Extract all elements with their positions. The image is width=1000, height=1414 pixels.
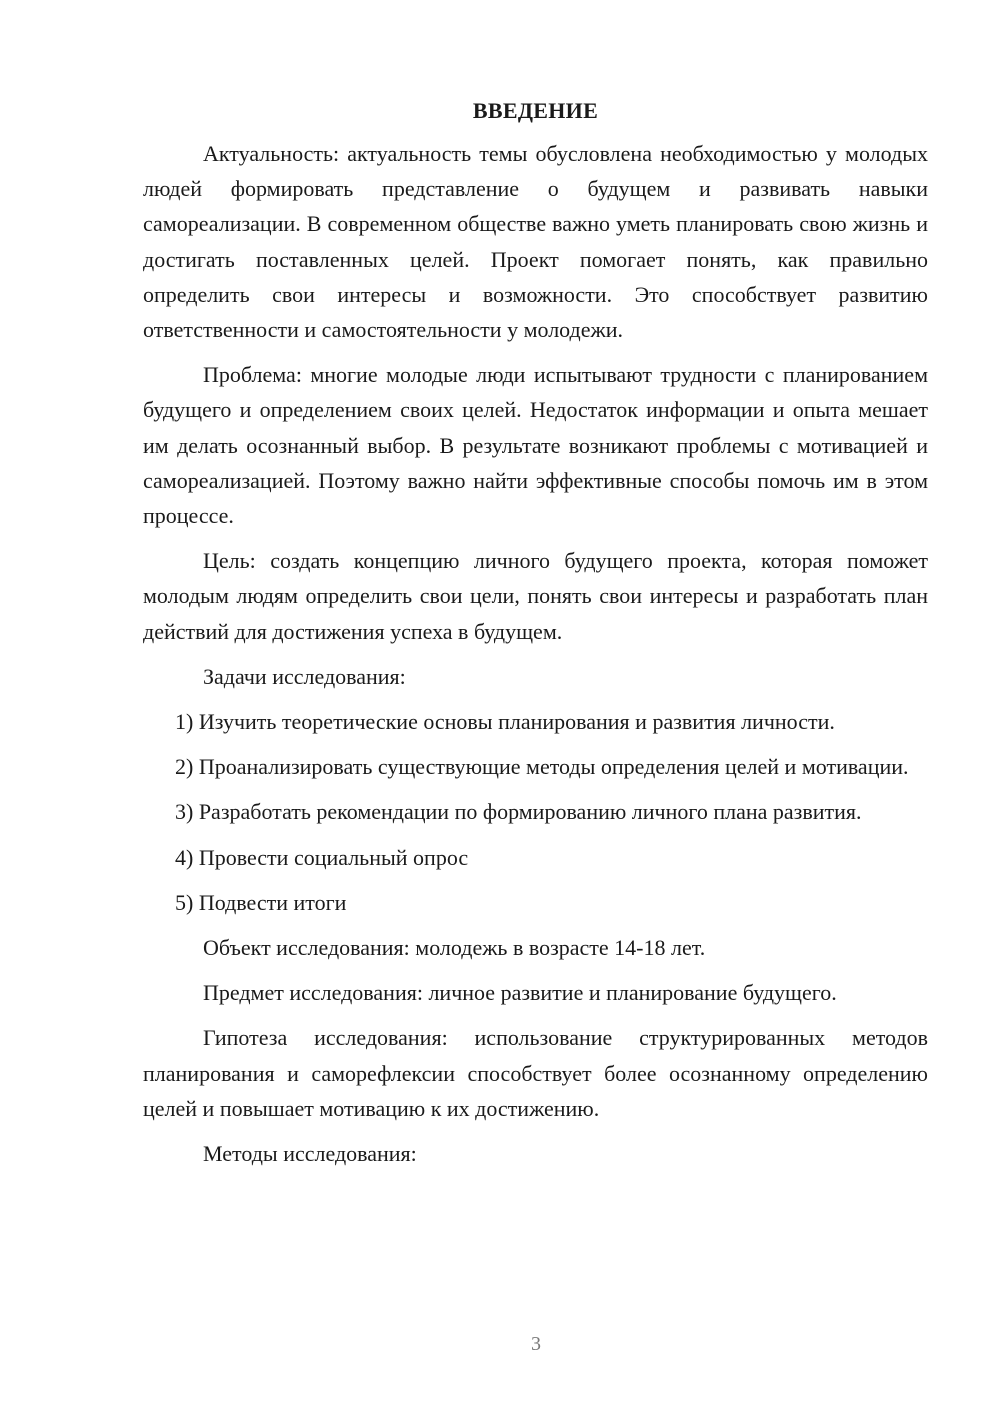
goal-paragraph: Цель: создать концепцию личного будущего проекта, которая поможет молодым людям определить свои цели, понять свои интересы и разработать план действий для достижения успеха в будущем. [143, 548, 928, 644]
document-page [143, 96, 928, 1181]
task-item-4: 4) Провести социальный опрос [175, 844, 469, 870]
task-item-5: 5) Подвести итоги [175, 889, 347, 915]
subject-paragraph: Предмет исследования: личное развитие и планирование будущего. [203, 980, 837, 1006]
page-number: 3 [531, 1333, 541, 1355]
methods-heading: Методы исследования: [203, 1141, 417, 1167]
tasks-heading: Задачи исследования: [203, 663, 406, 689]
relevance-paragraph: Актуальность: актуальность темы обусловлена необходимостью у молодых людей формировать представление о будущем и развивать навыки самореализации. В современном обществе важно уметь планировать свою жизнь и достигать поставленных целей. Проект помогает понять, как правильно определить свои интересы и возможности. Это способствует развитию ответственности и самостоятельности у молодежи. [143, 141, 928, 343]
problem-paragraph: Проблема: многие молодые люди испытывают трудности с планированием будущего и определением своих целей. Недостаток информации и опыта мешает им делать осознанный выбор. В результате возникают проблемы с мотивацией и самореализацией. Поэтому важно найти эффективные способы помочь им в этом процессе. [143, 362, 928, 529]
object-paragraph: Объект исследования: молодежь в возрасте 14-18 лет. [203, 935, 706, 961]
section-title: ВВЕДЕНИЕ [472, 98, 599, 123]
task-item-1: 1) Изучить теоретические основы планирования и развития личности. [175, 709, 835, 735]
hypothesis-paragraph: Гипотеза исследования: использование структурированных методов планирования и саморефлексии способствует более осознанному определению целей и повышает мотивацию к их достижению. [143, 1025, 928, 1121]
task-item-2: 2) Проанализировать существующие методы определения целей и мотивации. [175, 754, 909, 780]
task-item-3: 3) Разработать рекомендации по формированию личного плана развития. [175, 799, 862, 825]
